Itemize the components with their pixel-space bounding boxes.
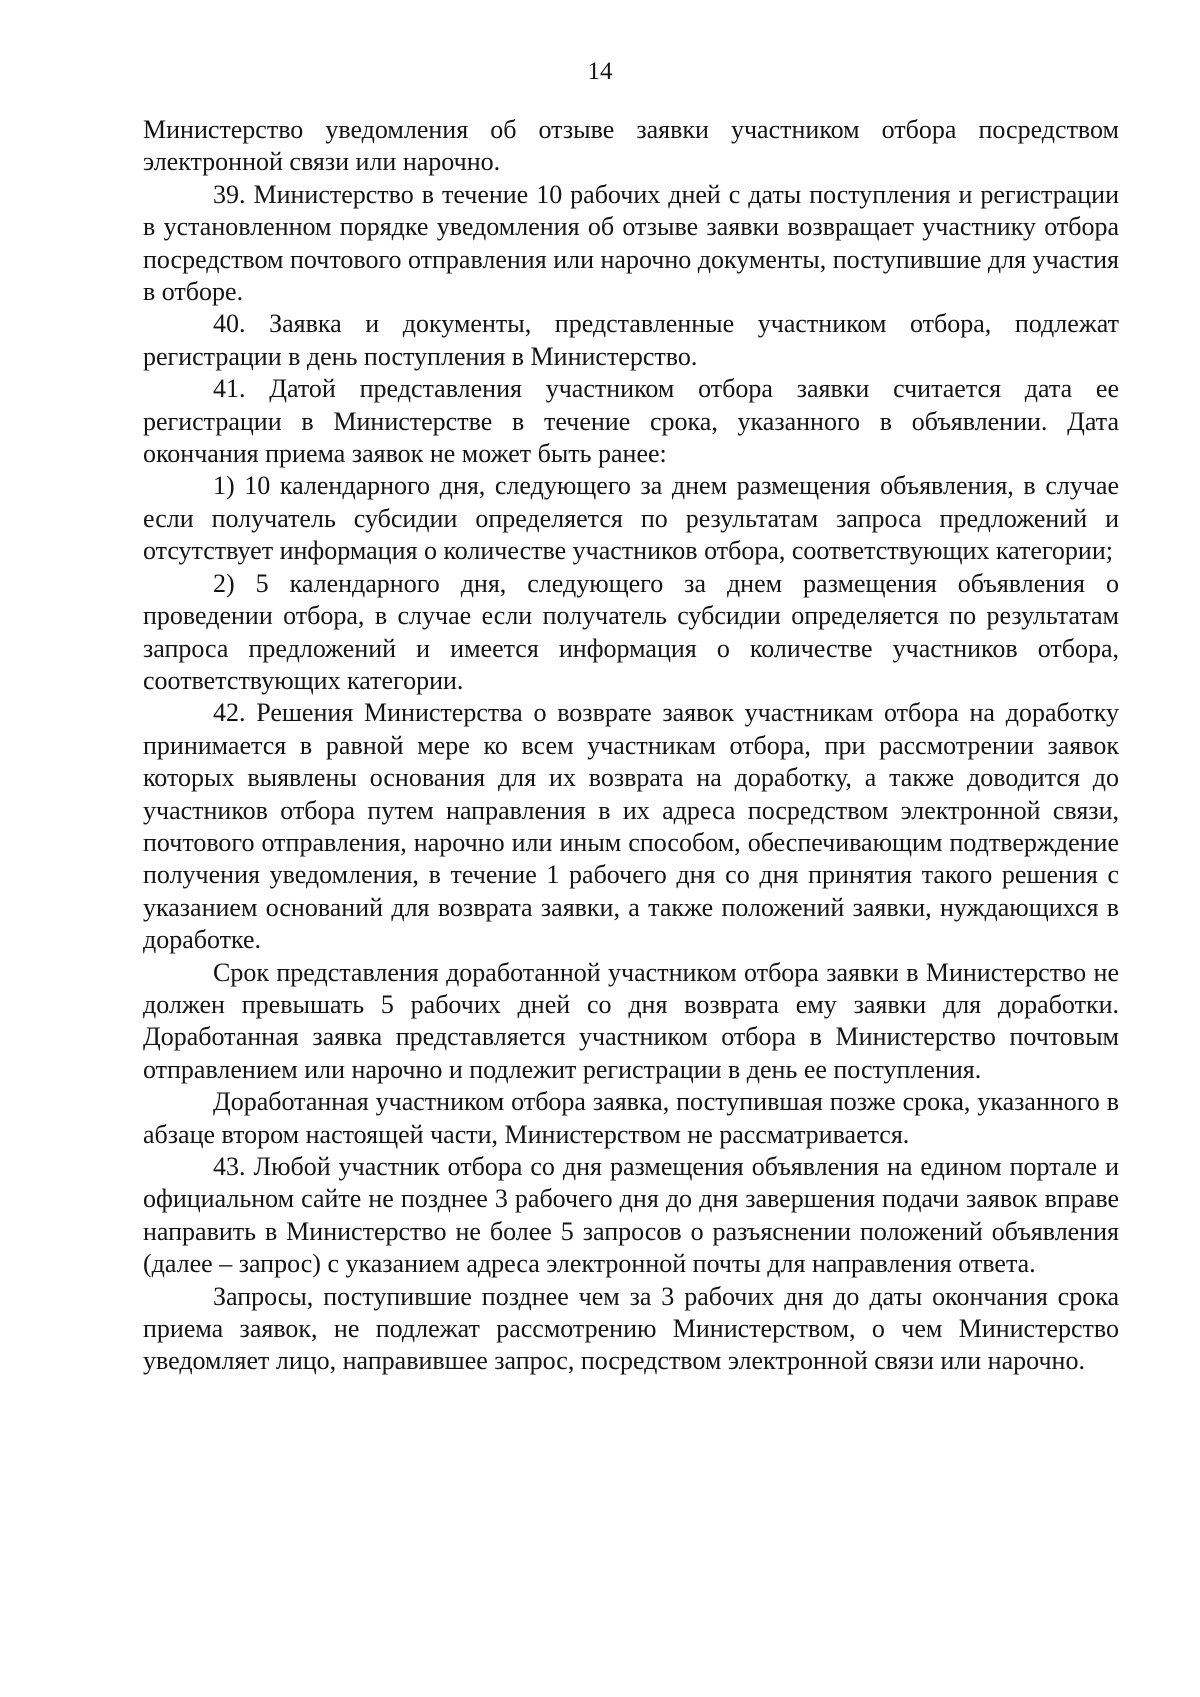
paragraph-item-39: 39. Министерство в течение 10 рабочих дней с даты поступления и регистрации в установленном порядке уведомления об отзыве заявки возвращает участнику отбора посредством почтового отправления или нарочно документы, поступившие для участия в отборе. <box>143 179 1119 307</box>
page-number: 14 <box>587 58 613 85</box>
subparagraph-1: 1) 10 календарного дня, следующего за днем размещения объявления, в случае если получатель субсидии определяется по результатам запроса предложений и отсутствует информация о количестве участников отбора, соответствующих категории; <box>143 471 1119 566</box>
paragraph: Срок представления доработанной участником отбора заявки в Министерство не должен превышать 5 рабочих дней со дня возврата ему заявки для доработки. Доработанная заявка представляется участником отбора в Министерство почтовым отправлением или нарочно и подлежит регистрации в день ее поступления. <box>143 957 1119 1084</box>
paragraph: Министерство уведомления об отзыве заявки участником отбора посредством электронной связи или нарочно. <box>143 115 1119 177</box>
paragraph-item-40: 40. Заявка и документы, представленные участником отбора, подлежат регистрации в день поступления в Министерство. <box>143 309 1119 371</box>
document-body <box>143 114 1119 1378</box>
paragraph-item-42: 42. Решения Министерства о возврате заявок участникам отбора на доработку принимается в равной мере ко всем участникам отбора, при рассмотрении заявок которых выявлены основания для их возврата на доработку, а также доводится до участников отбора путем направления в их адреса посредством электронной связи, почтового отправления, нарочно или иным способом, обеспечивающим подтверждение получения уведомления, в течение 1 рабочего дня со дня принятия такого решения с указанием оснований для возврата заявки, а также положений заявки, нуждающихся в доработке. <box>143 698 1119 955</box>
paragraph-item-43: 43. Любой участник отбора со дня размещения объявления на едином портале и официальном сайте не позднее 3 рабочего дня до дня завершения подачи заявок вправе направить в Министерство не более 5 запросов о разъяснении положений объявления (далее – запрос) с указанием адреса электронной почты для направления ответа. <box>143 1152 1119 1279</box>
paragraph: Запросы, поступившие позднее чем за 3 рабочих дня до даты окончания срока приема заявок, не подлежат рассмотрению Министерством, о чем Министерство уведомляет лицо, направившее запрос, посредством электронной связи или нарочно. <box>143 1281 1119 1376</box>
paragraph-item-41: 41. Датой представления участником отбора заявки считается дата ее регистрации в Министерстве в течение срока, указанного в объявлении. Дата окончания приема заявок не может быть ранее: <box>143 374 1119 469</box>
subparagraph-2: 2) 5 календарного дня, следующего за днем размещения объявления о проведении отбора, в случае если получатель субсидии определяется по результатам запроса предложений и имеется информация о количестве участников отбора, соответствующих категории. <box>143 568 1119 695</box>
paragraph: Доработанная участником отбора заявка, поступившая позже срока, указанного в абзаце втором настоящей части, Министерством не рассматривается. <box>143 1087 1119 1149</box>
